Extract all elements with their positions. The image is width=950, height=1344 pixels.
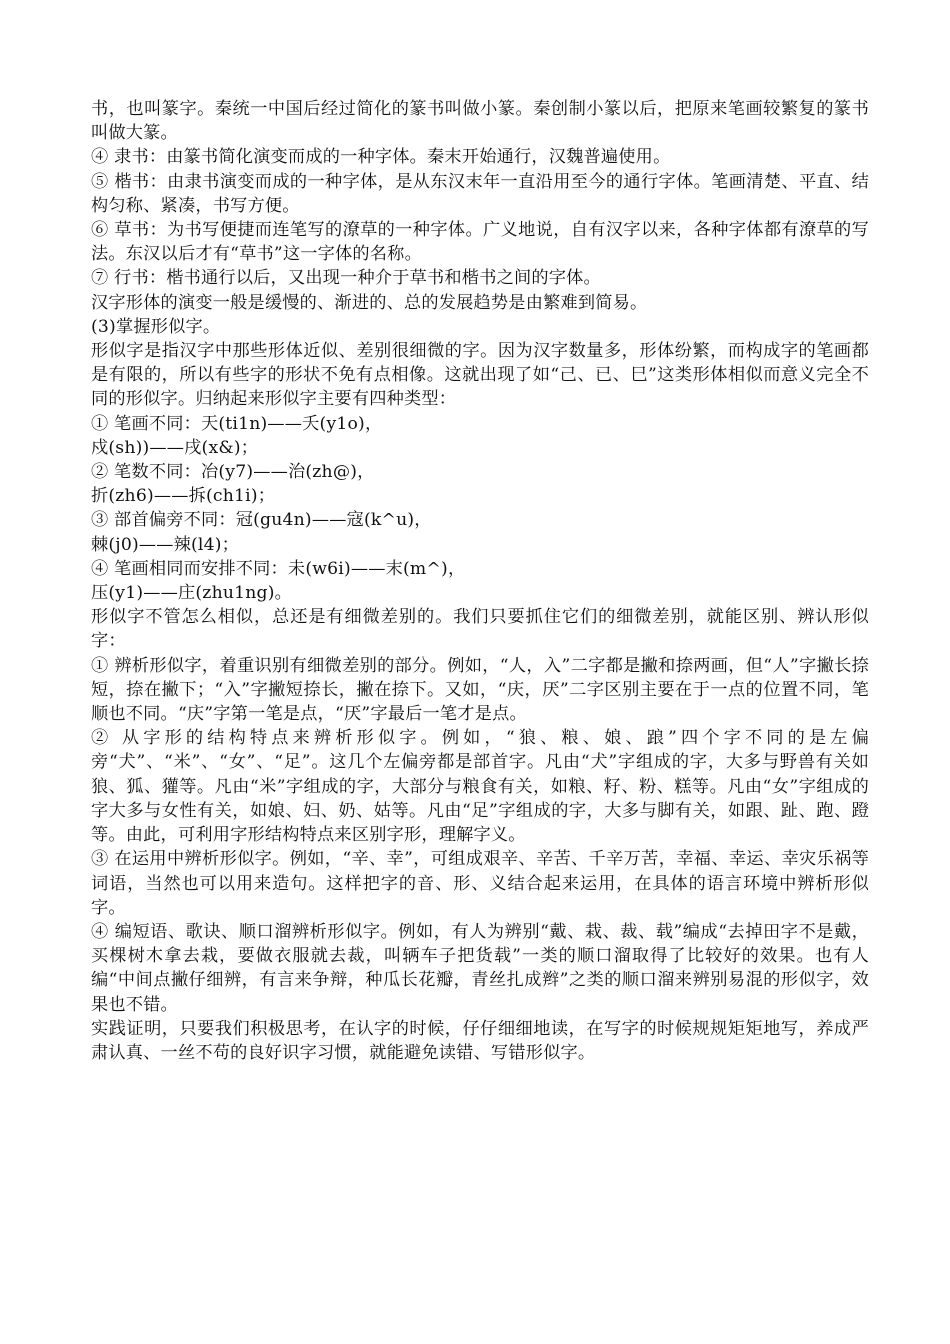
list-item-radical-difference: ③ 部首偏旁不同：冠(gu4n)——寇(k^u)， <box>91 510 432 531</box>
paragraph-clerical-script: ④ 隶书：由篆书简化演变而成的一种字体。秦末开始通行，汉魏普遍使用。 <box>91 147 671 168</box>
paragraph-method-detail: ① 辨析形似字，着重识别有细微差别的部分。例如，“人，入”二字都是撇和捺两画，但“人”字撇长捺短，捺在撇下；“入”字撇短捺长，撇在捺下。又如，“庆，厌”二字区别主要在于一点的位置不同，笔顺也不同。“庆”字第一笔是点，“厌”字最后一笔才是点。 <box>91 655 869 725</box>
paragraph-cursive-script: ⑥ 草书：为书写便捷而连笔写的潦草的一种字体。广义地说，自有汉字以来，各种字体都有潦草的写法。东汉以后才有“草书”这一字体的名称。 <box>91 220 869 265</box>
list-item-arrangement-difference: ④ 笔画相同而安排不同：未(w6i)——末(m^)， <box>91 558 466 579</box>
paragraph-evolution-summary: 汉字形体的演变一般是缓慢的、渐进的、总的发展趋势是由繁难到简易。 <box>91 292 648 313</box>
section-heading-similar-characters: (3)掌握形似字。 <box>91 316 221 337</box>
document-page <box>91 97 869 1065</box>
list-item-stroke-difference-example: 戍(sh))——戌(x&)； <box>91 437 259 458</box>
paragraph-method-usage: ③ 在运用中辨析形似字。例如，“辛、幸”，可组成艰辛、辛苦、千辛万苦，幸福、幸运、幸灾乐祸等词语，当然也可以用来造句。这样把字的音、形、义结合起来运用，在具体的语言环境中辨析形似字。 <box>91 849 869 918</box>
list-item-stroke-difference: ① 笔画不同：天(ti1n)——夭(y1o)， <box>91 413 383 434</box>
paragraph-conclusion: 实践证明，只要我们积极思考，在认字的时候，仔仔细细地读，在写字的时候规规矩矩地写，养成严肃认真、一丝不苟的良好识字习惯，就能避免读错、写错形似字。 <box>91 1018 869 1063</box>
paragraph-method-structure: ② 从字形的结构特点来辨析形似字。例如，“狼、粮、娘、踉”四个字不同的是左偏旁“犬”、“米”、“女”、“足”。这几个左偏旁都是部首字。凡由“犬”字组成的字，大多与野兽有关如狼、狐、獾等。凡由“米”字组成的字，大部分与粮食有关，如粮、籽、粉、糕等。凡由“女”字组成的字大多与女性有关，如娘、妇、奶、姑等。凡由“足”字组成的字，大多与脚有关，如跟、趾、跑、蹬等。由此，可利用字形结构特点来区别字形，理解字义。 <box>91 728 869 846</box>
paragraph-seal-script-intro: 书，也叫篆字。秦统一中国后经过简化的篆书叫做小篆。秦创制小篆以后，把原来笔画较繁复的篆书叫做大篆。 <box>91 99 869 144</box>
list-item-stroke-count-example: 折(zh6)——拆(ch1i)； <box>91 486 276 507</box>
paragraph-regular-script: ⑤ 楷书：由隶书演变而成的一种字体，是从东汉末年一直沿用至今的通行字体。笔画清楚、平直、结构匀称、紧凑，书写方便。 <box>91 171 869 216</box>
list-item-arrangement-example: 压(y1)——庄(zhu1ng)。 <box>91 583 293 604</box>
paragraph-similar-characters-definition: 形似字是指汉字中那些形体近似、差别很细微的字。因为汉字数量多，形体纷繁，而构成字的笔画都是有限的，所以有些字的形状不免有点相像。这就出现了如“己、已、巳”这类形体相似而意义完全不同的形似字。归纳起来形似字主要有四种类型： <box>91 341 869 410</box>
paragraph-method-rhymes: ④ 编短语、歌诀、顺口溜辨析形似字。例如，有人为辨别“戴、栽、裁、载”编成“去掉田字不是戴，买棵树木拿去栽，要做衣服就去裁，叫辆车子把货载”一类的顺口溜取得了比较好的效果。也有人编“中间点撇仔细辨，有言来争辩，种瓜长花瓣，青丝扎成辫”之类的顺口溜来辨别易混的形似字，效果也不错。 <box>91 921 869 1015</box>
paragraph-running-script: ⑦ 行书：楷书通行以后，又出现一种介于草书和楷书之间的字体。 <box>91 268 601 289</box>
list-item-stroke-count-difference: ② 笔数不同：冶(y7)——治(zh@)， <box>91 462 375 483</box>
list-item-radical-difference-example: 棘(j0)——辣(l4)； <box>91 534 240 555</box>
paragraph-distinguish-intro: 形似字不管怎么相似，总还是有细微差别的。我们只要抓住它们的细微差别，就能区别、辨认形似字： <box>91 607 869 652</box>
